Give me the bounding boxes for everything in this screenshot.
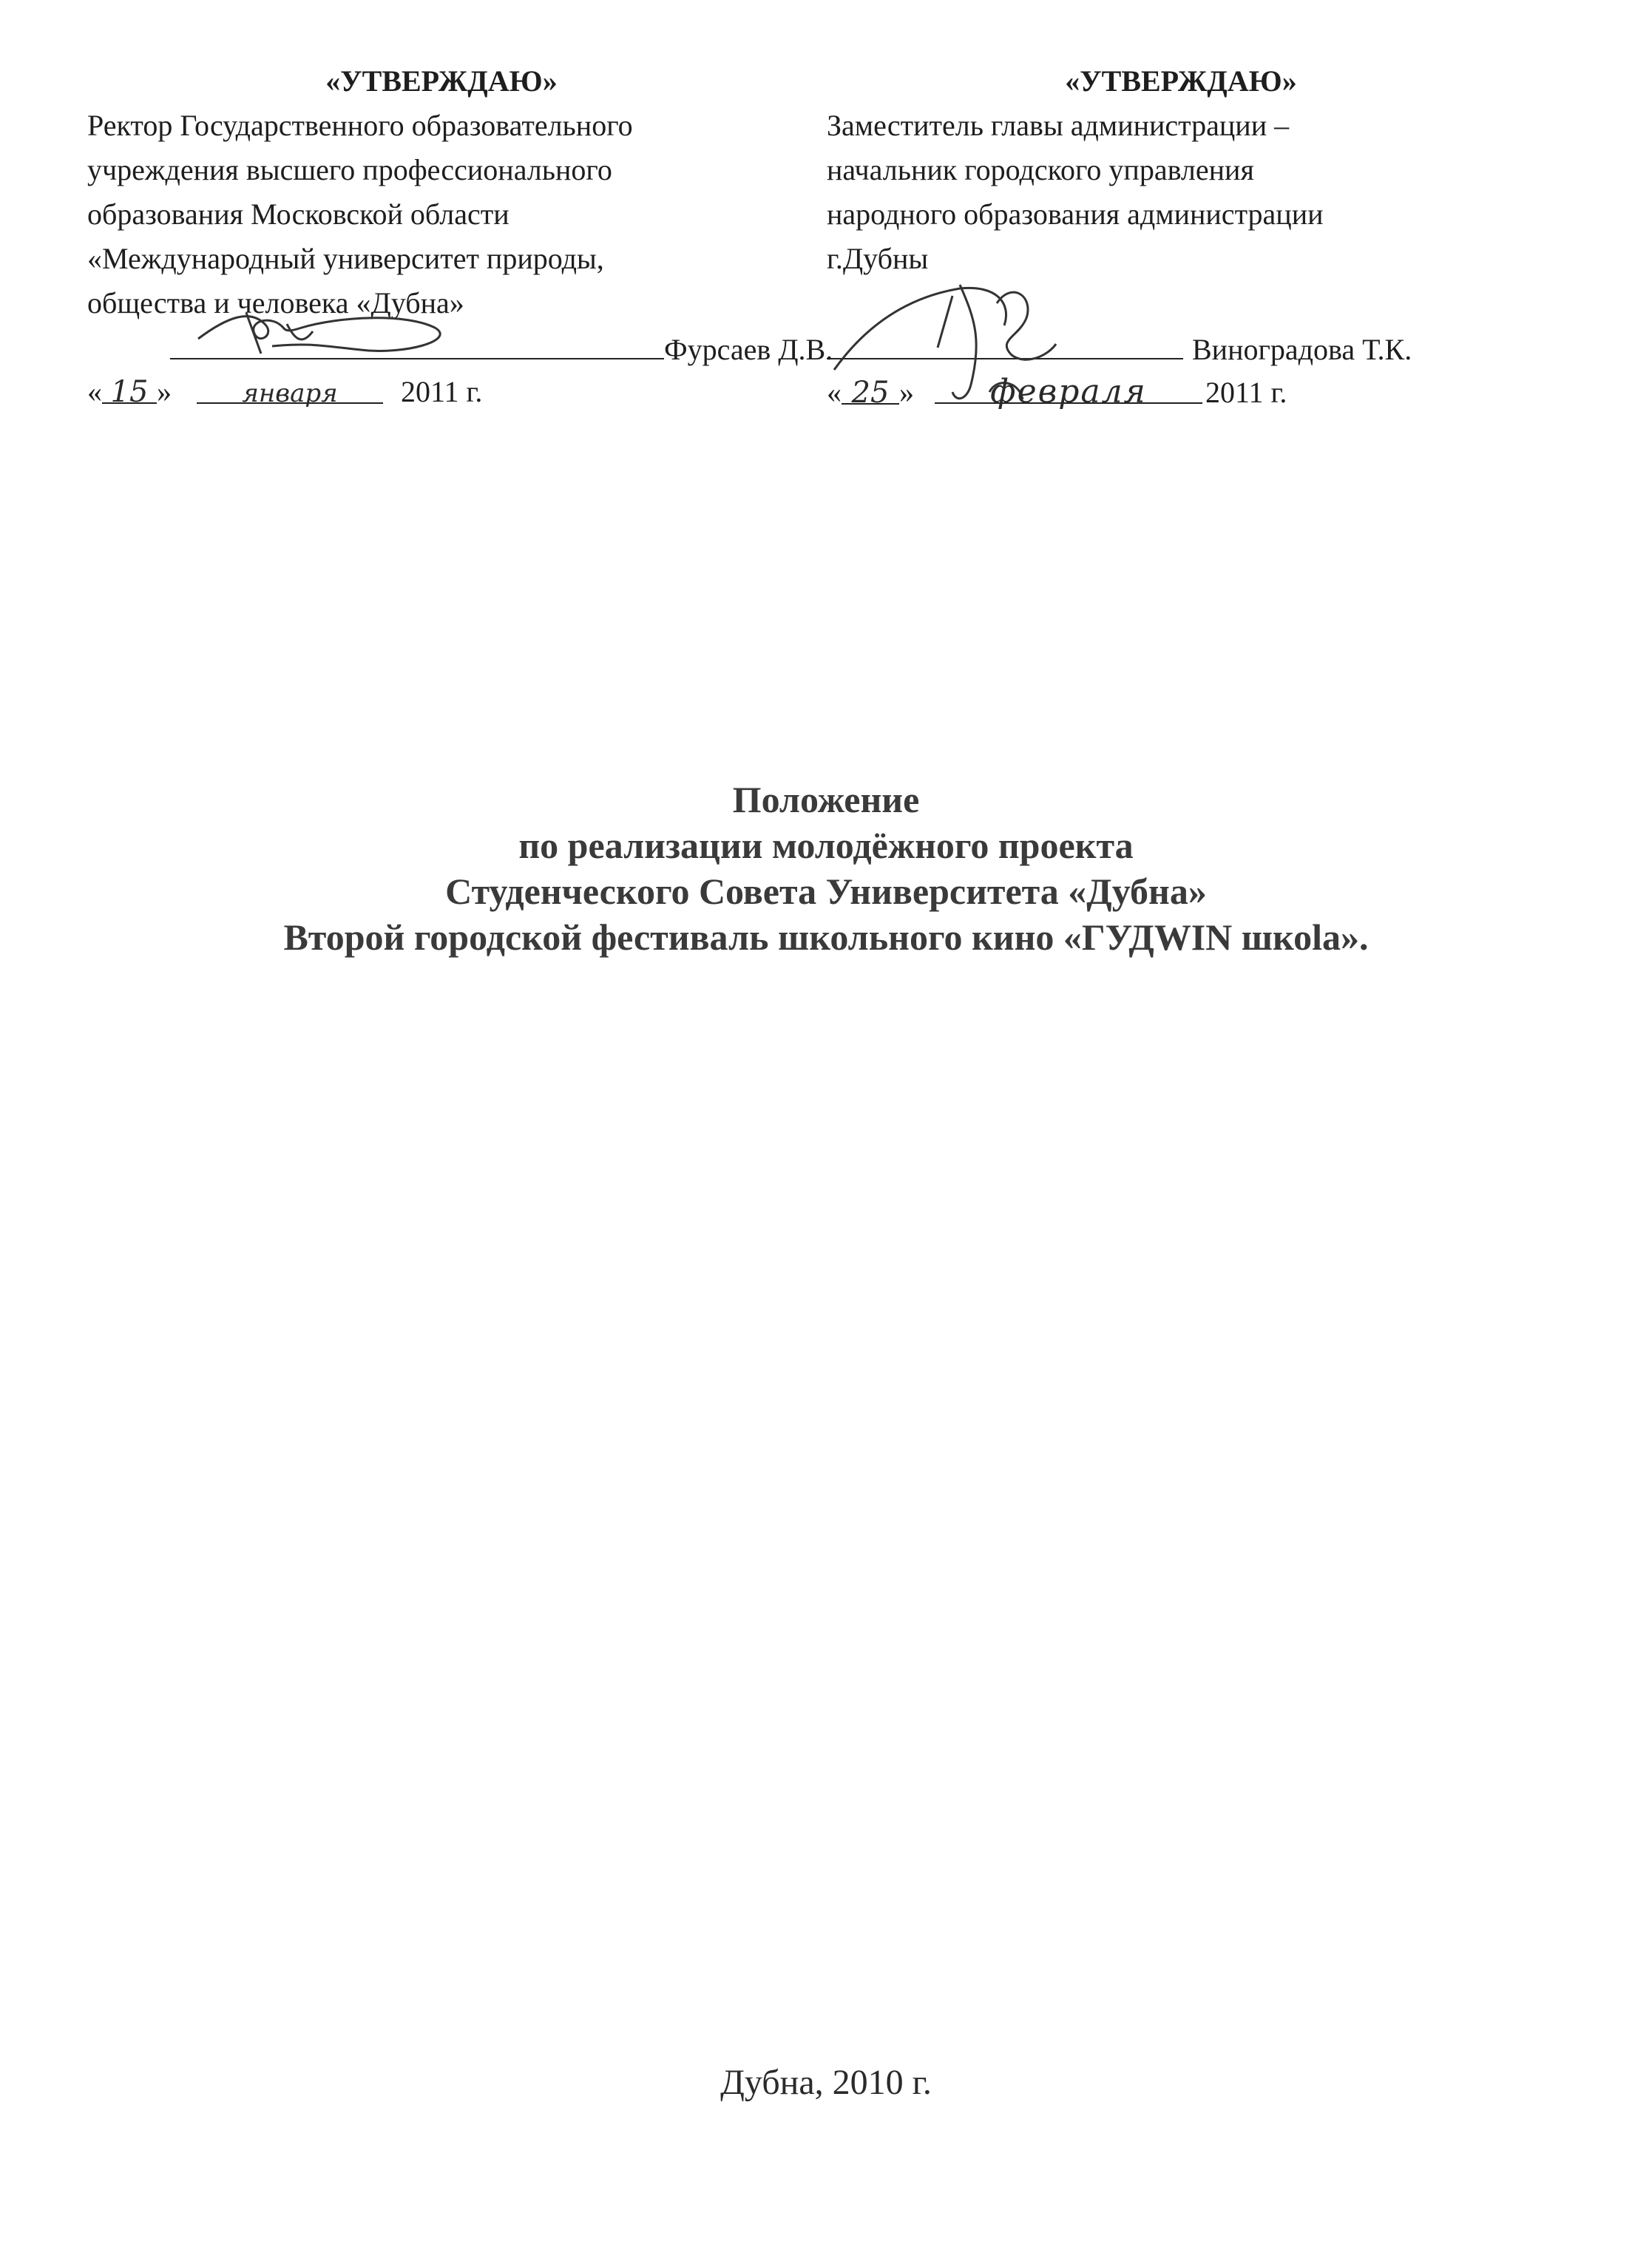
- signer-name: Виноградова Т.К.: [1192, 333, 1412, 366]
- date-day: 25: [851, 376, 890, 410]
- title-line: Студенческого Совета Университета «Дубна»: [445, 871, 1207, 912]
- date-quote-close: »: [157, 375, 172, 408]
- date-day: 15: [110, 375, 149, 409]
- approval-body-line: образования Московской области: [87, 197, 510, 231]
- signature-line: [827, 325, 1535, 370]
- approval-body-line: учреждения высшего профессионального: [87, 153, 612, 186]
- date-year: 2011 г.: [1205, 376, 1287, 409]
- approval-date: [827, 370, 1535, 414]
- title-line: Второй городской фестиваль школьного кино «ГУДWIN шкоla».: [283, 916, 1369, 958]
- place-and-year: Дубна, 2010 г.: [720, 2063, 932, 2102]
- approval-block-deputy: [827, 59, 1535, 414]
- date-day-blank: [842, 371, 899, 410]
- title-line: Положение: [732, 779, 920, 820]
- date-quote-close: »: [899, 376, 914, 409]
- signer-name: Фурсаев Д.В.: [664, 333, 833, 366]
- date-quote-open: «: [87, 375, 102, 408]
- date-month: января: [242, 379, 338, 408]
- handwritten-signature: [183, 287, 479, 368]
- date-quote-open: «: [827, 376, 842, 409]
- approval-body-line: общества и человека «Дубна»: [87, 286, 464, 320]
- document-title: [0, 777, 1652, 960]
- approval-heading: «УТВЕРЖДАЮ»: [1065, 64, 1297, 98]
- signature-line: [87, 325, 833, 370]
- date-month-blank: [197, 370, 383, 408]
- approval-body-line: «Международный университет природы,: [87, 242, 604, 275]
- title-line: по реализации молодёжного проекта: [518, 825, 1134, 866]
- date-month-blank: [935, 370, 1202, 410]
- date-year: 2011 г.: [401, 375, 483, 408]
- approval-body-line: г.Дубны: [827, 242, 929, 275]
- approval-block-rector: [87, 59, 833, 414]
- approval-date: [87, 370, 796, 414]
- date-month: февраля: [990, 373, 1147, 410]
- approval-body-line: Ректор Государственного образовательного: [87, 109, 633, 142]
- approval-body-line: начальник городского управления: [827, 153, 1254, 186]
- approval-body-line: Заместитель главы администрации –: [827, 109, 1290, 142]
- approval-body-line: народного образования администрации: [827, 197, 1324, 231]
- date-day-blank: [102, 370, 157, 409]
- approval-heading: «УТВЕРЖДАЮ»: [325, 64, 558, 98]
